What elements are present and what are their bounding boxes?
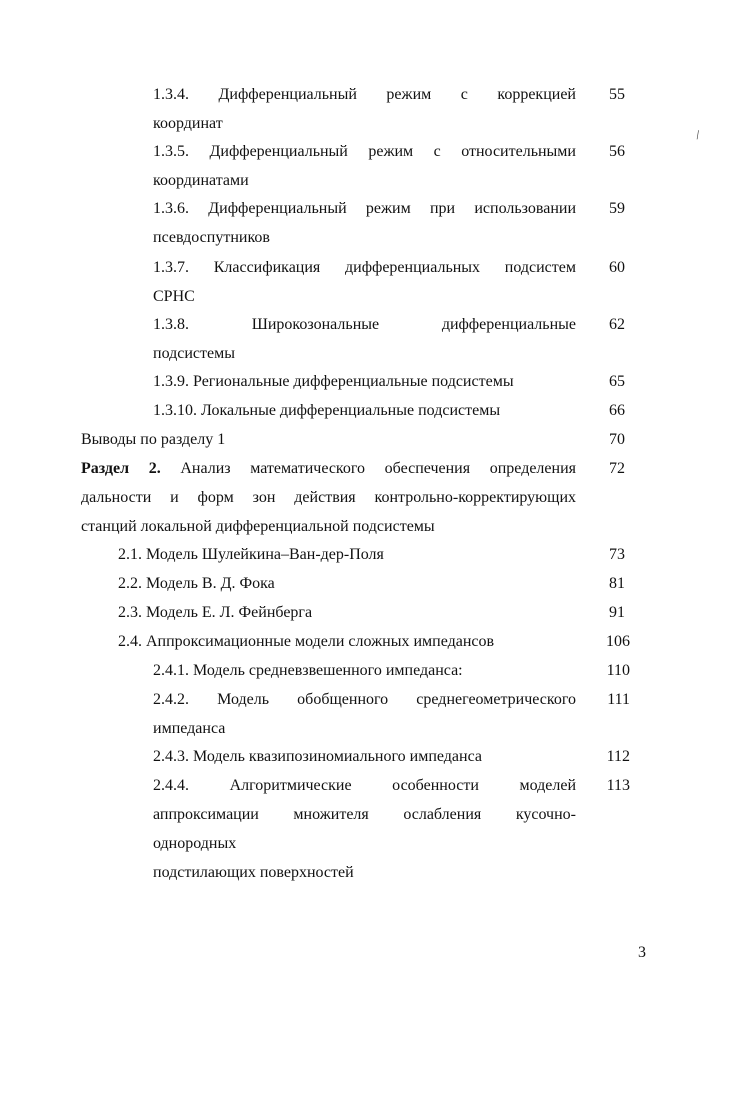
toc-entry-2-4-2 (153, 685, 576, 743)
toc-page-number: 65 (609, 373, 625, 390)
toc-page-number: 66 (609, 402, 625, 419)
toc-page-number: 112 (606, 748, 630, 765)
toc-entry-text-line: 1.3.4. Дифференциальный режим с коррекцией (153, 86, 576, 103)
toc-entry-text-line: подсистемы (153, 345, 235, 362)
toc-entry-2-4-1 (153, 656, 576, 685)
toc-entry-2-2 (118, 569, 576, 598)
toc-entry-text-line: СРНС (153, 288, 195, 305)
toc-entry-text-line: 2.1. Модель Шулейкина–Ван-дер-Поля (118, 546, 384, 563)
toc-entry-text-line: 1.3.9. Региональные дифференциальные подсистемы (153, 373, 514, 390)
toc-page-number: 106 (606, 633, 630, 650)
toc-entry-text-line: 2.4.1. Модель средневзвешенного импеданса: (153, 662, 463, 679)
toc-entry-1-3-8 (153, 310, 576, 368)
toc-entry-text-line: дальности и форм зон действия контрольно-корректирующих (81, 489, 576, 506)
toc-page-number: 55 (609, 86, 625, 103)
toc-page-number: 59 (609, 200, 625, 217)
toc-page-number: 62 (609, 316, 625, 333)
toc-entry-text-line: подстилающих поверхностей (153, 864, 354, 881)
toc-entry-text-line: 1.3.5. Дифференциальный режим с относительными (153, 143, 576, 160)
page-number: 3 (638, 944, 646, 961)
toc-page-number: 81 (609, 575, 625, 592)
toc-page-number: 113 (606, 777, 630, 794)
toc-entry-text-line: 2.4. Аппроксимационные модели сложных импедансов (118, 633, 495, 650)
toc-entry-1-3-10 (153, 396, 576, 425)
toc-page-number: 60 (609, 259, 625, 276)
toc-entry-1-3-9 (153, 367, 576, 396)
toc-page-number: 56 (609, 143, 625, 160)
toc-entry-text-line: 2.4.4. Алгоритмические особенности моделей (153, 777, 576, 794)
toc-entry-2-1 (118, 540, 576, 569)
toc-entry-text-line: 2.2. Модель В. Д. Фока (118, 575, 275, 592)
toc-entry-2-4 (118, 627, 576, 656)
toc-entry-text-line: координат (153, 115, 223, 132)
toc-entry-text-line: станций локальной дифференциальной подсистемы (81, 518, 435, 535)
toc-entry-text-line: 1.3.6. Дифференциальный режим при использовании (153, 200, 576, 217)
toc-entry-1-3-7 (153, 253, 576, 311)
toc-page-number: 70 (609, 431, 625, 448)
toc-page-number: 72 (609, 460, 625, 477)
toc-entry-text-line: псевдоспутников (153, 229, 270, 246)
toc-entry-text-line: импеданса (153, 720, 226, 737)
toc-entry-1-3-5 (153, 137, 576, 195)
toc-entry-text-line: однородных (153, 835, 237, 852)
toc-entry-text-line (81, 454, 576, 483)
toc-entry-1-3-4 (153, 80, 576, 138)
section-2-title-part: Анализ математического обеспечения определения (180, 460, 577, 477)
toc-entry-2-4-4 (153, 771, 576, 887)
toc-entry-text-line: координатами (153, 172, 249, 189)
toc-entry-text-line: 1.3.10. Локальные дифференциальные подсистемы (153, 402, 501, 419)
toc-entry-2-4-3 (153, 742, 576, 771)
toc-entry-conclusions-1 (81, 425, 576, 454)
margin-mark: / (694, 126, 701, 143)
toc-entry-section-2 (81, 454, 576, 541)
toc-page-number: 73 (609, 546, 625, 563)
toc-entry-text-line: 2.3. Модель Е. Л. Фейнберга (118, 604, 313, 621)
toc-page-number: 91 (609, 604, 625, 621)
toc-entry-text-line: Выводы по разделу 1 (81, 431, 226, 448)
toc-page-number: 111 (607, 691, 630, 708)
toc-entry-text-line: 1.3.8. Широкозональные дифференциальные (153, 316, 576, 333)
toc-entry-text-line: 1.3.7. Классификация дифференциальных подсистем (153, 259, 576, 276)
toc-entry-text-line: аппроксимации множителя ослабления кусочно- (153, 806, 576, 823)
toc-entry-1-3-6 (153, 194, 576, 252)
toc-page-number: 110 (606, 662, 630, 679)
section-2-label: Раздел 2. (81, 460, 161, 477)
toc-entry-text-line: 2.4.3. Модель квазипозиномиального импеданса (153, 748, 482, 765)
toc-entry-2-3 (118, 598, 576, 627)
toc-entry-text-line: 2.4.2. Модель обобщенного среднегеометрического (153, 691, 576, 708)
